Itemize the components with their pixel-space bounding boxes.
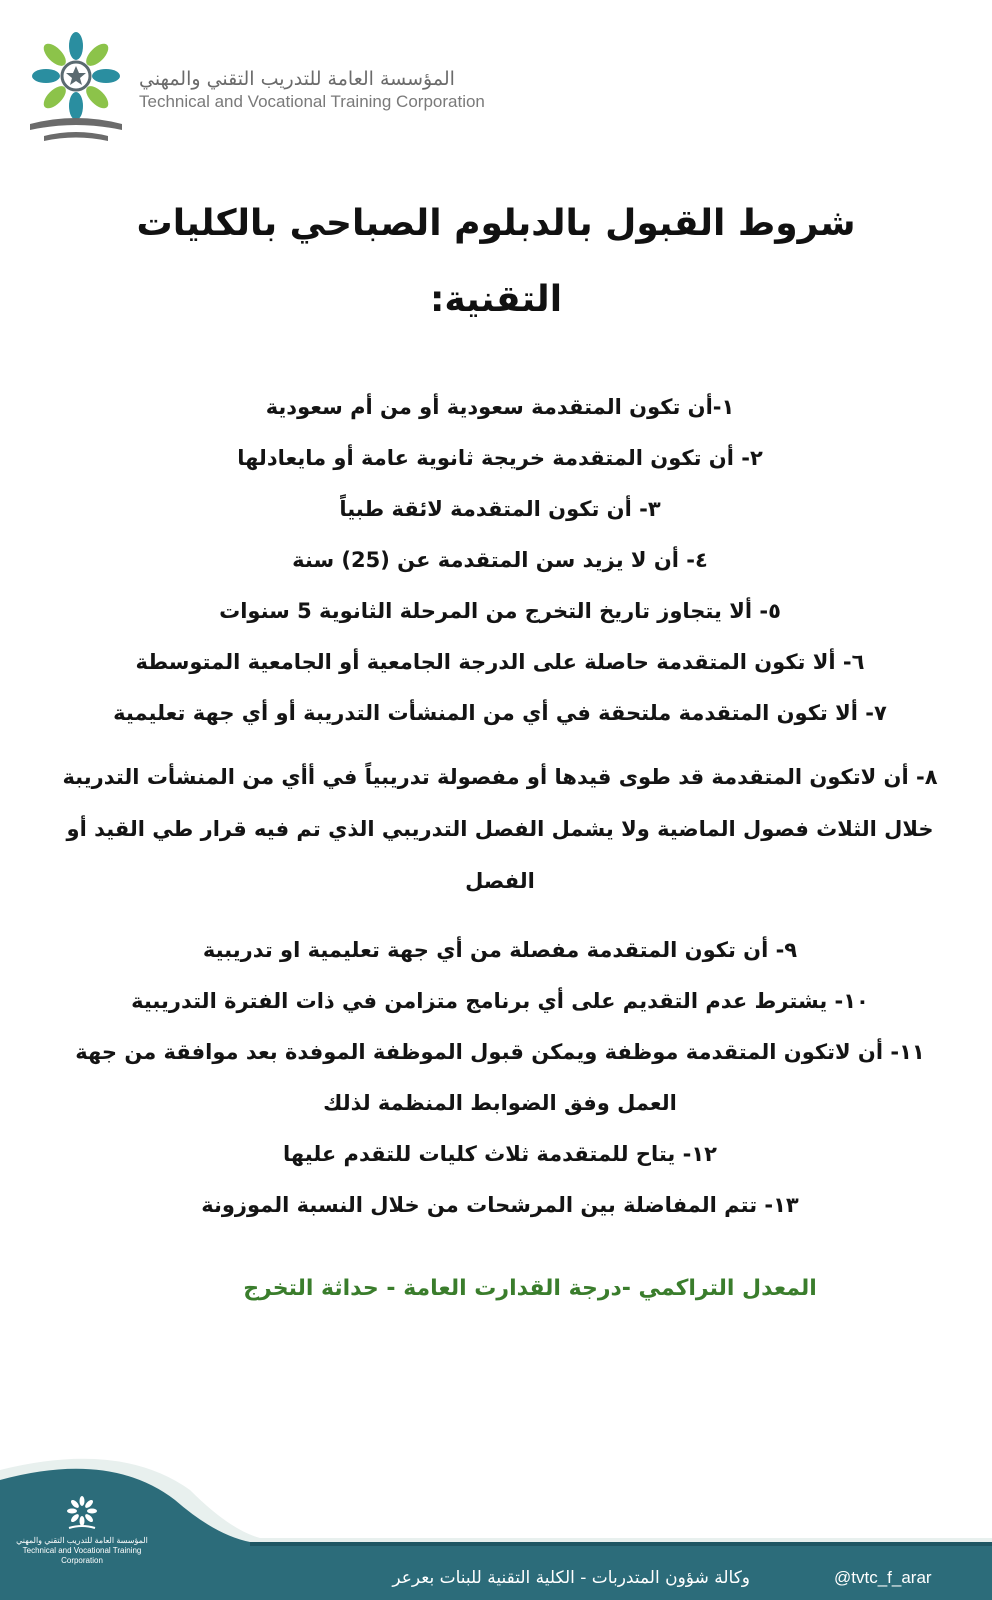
condition-item: ١١- أن لاتكون المتقدمة موظفة ويمكن قبول الموظفة الموفدة بعد موافقة من جهة العمل وفق الضوابط المنظمة لذلك	[75, 1040, 925, 1115]
org-names	[139, 68, 539, 112]
condition-item: ٤- أن لا يزيد سن المتقدمة عن (25) سنة	[292, 548, 708, 572]
condition-item: ٣- أن تكون المتقدمة لائقة طبياً	[339, 497, 661, 521]
condition-item: ١٠- يشترط عدم التقديم على أي برنامج متزامن في ذات الفترة التدريبية	[131, 989, 869, 1013]
footer-org-en: Technical and Vocational Training Corporation	[22, 1546, 142, 1565]
condition-item: ٨- أن لاتكون المتقدمة قد طوى قيدها أو مفصولة تدريبياً في أأي من المنشأت التدريبة خلال الثلاث فصول الماضية ولا يشمل الفصل التدريبي الذي تم فيه قرار طي القيد أو الفصل	[62, 765, 938, 893]
selection-criteria: المعدل التراكمي -درجة القدارت العامة - حداثة التخرج	[243, 1276, 817, 1301]
condition-item: ١٢- يتاح للمتقدمة ثلاث كليات للتقدم عليها	[283, 1142, 717, 1166]
condition-item: ٩- أن تكون المتقدمة مفصلة من أي جهة تعليمية او تدريبية	[202, 938, 798, 962]
condition-item: ٦- ألا تكون المتقدمة حاصلة على الدرجة الجامعية أو الجامعية المتوسطة	[135, 650, 865, 674]
header	[24, 28, 524, 148]
social-handle[interactable]: @tvtc_f_arar	[834, 1568, 932, 1587]
footer-agency-text: وكالة شؤون المتدربات - الكلية التقنية للبنات بعرعر	[392, 1568, 750, 1588]
condition-item: ٢- أن تكون المتقدمة خريجة ثانوية عامة أو مايعادلها	[237, 446, 763, 470]
footer-tvtc-logo-icon	[65, 1496, 99, 1532]
condition-item: ٥- ألا يتجاوز تاريخ التخرج من المرحلة الثانوية 5 سنوات	[219, 599, 781, 623]
footer-logo	[12, 1496, 152, 1566]
conditions-list	[60, 382, 940, 1231]
page-title	[60, 186, 932, 338]
footer	[0, 1450, 992, 1600]
title-line-1: شروط القبول بالدبلوم الصباحي بالكليات	[136, 203, 856, 244]
org-name-ar: المؤسسة العامة للتدريب التقني والمهني	[139, 68, 455, 90]
footer-org-ar: المؤسسة العامة للتدريب التقني والمهني	[16, 1536, 148, 1545]
tvtc-logo-icon	[24, 28, 128, 148]
condition-item: ١٣- تتم المفاضلة بين المرشحات من خلال النسبة الموزونة	[201, 1193, 799, 1217]
condition-item: ٧- ألا تكون المتقدمة ملتحقة في أي من المنشأت التدريبة أو أي جهة تعليمية	[113, 701, 887, 725]
title-line-2: التقنية:	[429, 279, 563, 320]
org-name-en: Technical and Vocational Training Corporation	[139, 92, 485, 111]
condition-item: ١-أن تكون المتقدمة سعودية أو من أم سعودية	[265, 395, 735, 419]
